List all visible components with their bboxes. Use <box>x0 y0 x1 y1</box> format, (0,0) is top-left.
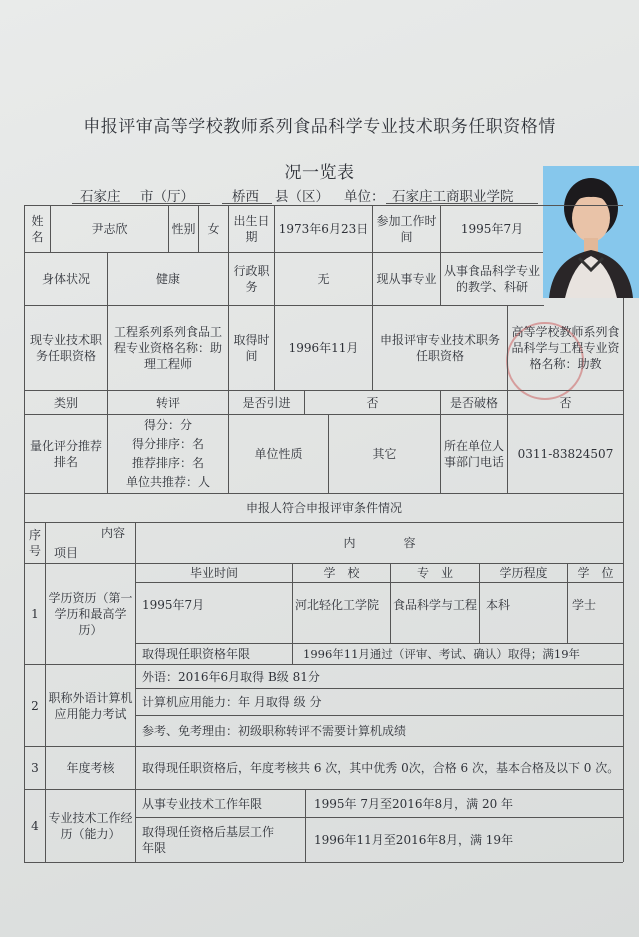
content-header-small: 内容 <box>100 526 125 540</box>
lang-computer: 计算机应用能力：年 月取得 级 分 <box>142 695 322 709</box>
edu-col-grad-time: 毕业时间 <box>189 566 238 580</box>
underline-city <box>72 203 210 204</box>
hr-phone-value: 0311-83824507 <box>517 447 614 461</box>
engaged-major-label: 现从事专业 <box>376 272 437 286</box>
person-portrait-icon <box>543 166 639 298</box>
exp-row2-value: 1996年11月至2016年8月，满 19年 <box>314 833 514 847</box>
birth-value: 1973年6月23日 <box>278 222 369 236</box>
edu-col-major: 专 业 <box>416 566 453 580</box>
underline-org <box>386 203 538 204</box>
edu-seq: 1 <box>31 607 39 621</box>
conditions-section-title: 申报人符合申报评审条件情况 <box>245 501 402 515</box>
header-city-unit: 市（厅） <box>140 189 194 205</box>
exp-row2-label: 取得现任资格后基层工作年限 <box>142 825 275 855</box>
birth-label: 出生日期 <box>233 214 270 244</box>
edu-years-label: 取得现任职资格年限 <box>142 647 251 661</box>
header-county: 桥西 <box>232 189 259 205</box>
header-org-label: 单位： <box>344 189 385 205</box>
header-city: 石家庄 <box>80 189 121 205</box>
annual-text: 取得现任职资格后，年度考核共 6 次，其中优秀 0次，合格 6 次，基本合格及以下 0 次。 <box>142 761 620 775</box>
exception-value: 否 <box>559 395 572 410</box>
lang-exempt: 参考、免考理由：初级职称转评不需要计算机成绩 <box>142 724 407 738</box>
current-title-value: 工程系列系列食品工程专业资格名称：助理工程师 <box>113 325 222 371</box>
edu-col-degree: 学 位 <box>577 566 614 580</box>
health-label: 身体状况 <box>41 272 90 286</box>
apply-title-label: 申报评审专业技术职务任职资格 <box>379 333 500 363</box>
lang-seq: 2 <box>31 698 39 713</box>
edu-degree-level: 本科 <box>486 598 511 612</box>
lang-foreign: 外语：2016年6月取得 B级 81分 <box>142 669 320 684</box>
recommend-rank-text: 推荐排序：名 <box>131 455 204 470</box>
form-title-line2: 况一览表 <box>284 163 355 183</box>
work-start-value: 1995年7月 <box>460 222 524 236</box>
seq-header: 序号 <box>28 528 41 558</box>
edu-school: 河北轻化工学院 <box>295 598 380 612</box>
applicant-photo <box>543 166 639 298</box>
obtain-time-label: 取得时间 <box>233 333 270 363</box>
gender-value: 女 <box>207 222 220 236</box>
admin-post-label: 行政职务 <box>233 264 270 294</box>
edu-label: 学历资历（第一学历和最高学历） <box>48 591 133 637</box>
item-header: 项目 <box>54 546 79 560</box>
annual-label: 年度考核 <box>66 761 115 775</box>
hr-phone-label: 所在单位人事部门电话 <box>443 439 504 469</box>
underline-county <box>222 203 272 204</box>
header-county-unit: 县（区） <box>275 189 329 205</box>
edu-major: 食品科学与工程 <box>393 598 478 612</box>
unit-total-text: 单位共推荐：人 <box>125 475 210 489</box>
score-rank-text: 得分排序：名 <box>131 436 204 451</box>
obtain-time-value: 1996年11月 <box>288 341 359 355</box>
gender-label: 性别 <box>171 222 196 236</box>
category-label: 类别 <box>53 395 78 410</box>
content-header: 内 容 <box>343 536 416 550</box>
name-value: 尹志欣 <box>91 222 128 236</box>
annual-seq: 3 <box>31 761 39 775</box>
exp-row1-value: 1995年 7月至2016年8月，满 20 年 <box>314 796 514 811</box>
header-org: 石家庄工商职业学院 <box>392 189 514 205</box>
lang-label: 职称外语计算机应用能力考试 <box>48 690 133 721</box>
engaged-major-value: 从事食品科学专业的教学、科研 <box>443 264 540 294</box>
introduced-label: 是否引进 <box>242 395 291 410</box>
form-title-line1: 申报评审高等学校教师系列食品科学专业技术职务任职资格情 <box>83 117 556 137</box>
edu-years-value: 1996年11月通过（评审、考试、确认）取得；满19年 <box>303 647 581 661</box>
work-start-label: 参加工作时间 <box>376 214 437 244</box>
health-value: 健康 <box>155 272 180 286</box>
admin-post-value: 无 <box>317 272 330 286</box>
quant-score-label: 量化评分推荐排名 <box>29 439 102 469</box>
name-label: 姓名 <box>31 214 44 244</box>
category-value: 转评 <box>155 395 180 410</box>
exp-seq: 4 <box>31 819 39 833</box>
edu-grad-time: 1995年7月 <box>142 598 205 612</box>
current-title-label: 现专业技术职务任职资格 <box>29 333 102 363</box>
edu-col-school: 学 校 <box>323 566 360 580</box>
score-text: 得分：分 <box>143 417 192 432</box>
unit-nature-label: 单位性质 <box>254 447 303 461</box>
edu-col-level: 学历程度 <box>499 566 548 580</box>
apply-title-value: 高等学校教师系列食品科学与工程专业资格名称：助教 <box>511 325 620 371</box>
edu-degree: 学士 <box>572 598 597 612</box>
exp-row1-label: 从事专业技术工作年限 <box>142 796 263 811</box>
introduced-value: 否 <box>366 395 379 410</box>
exp-label: 专业技术工作经历（能力） <box>48 811 133 841</box>
unit-nature-value: 其它 <box>372 447 397 461</box>
exception-label: 是否破格 <box>449 395 498 410</box>
